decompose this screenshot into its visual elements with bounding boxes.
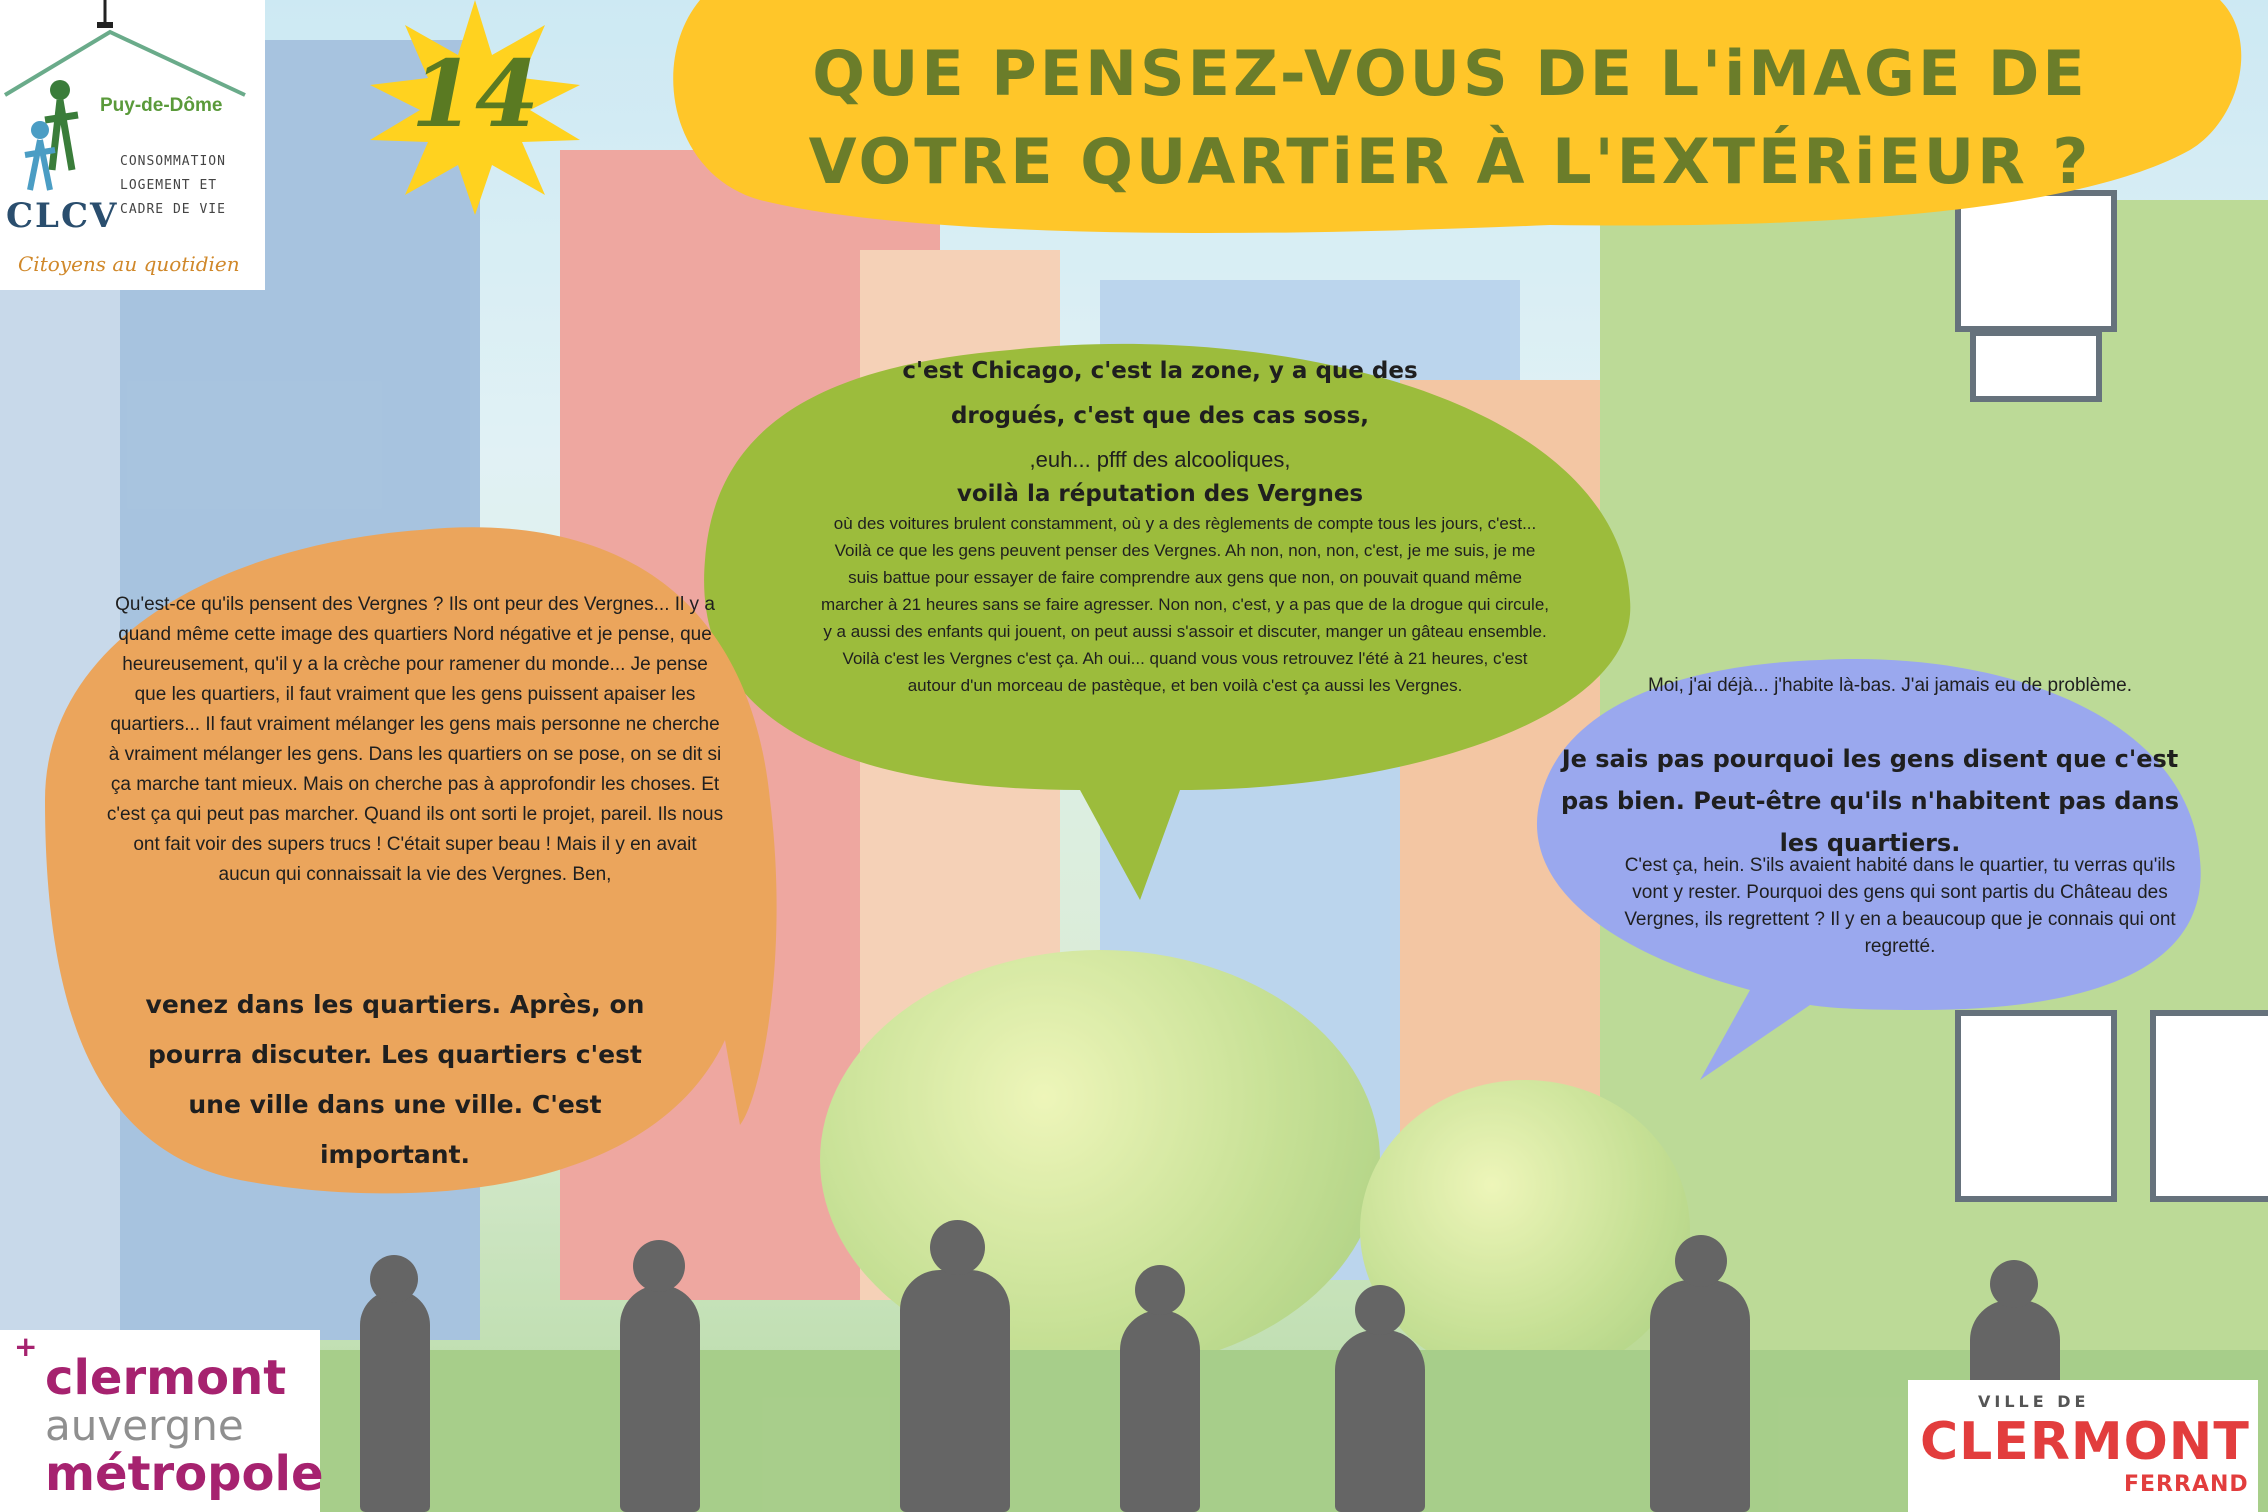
- logo-cam-line1: clermont: [45, 1350, 287, 1406]
- orange-bubble-bold: venez dans les quartiers. Après, on pourra discuter. Les quartiers c'est une ville dans une ville. C'est important.: [145, 990, 645, 1169]
- clermont-auvergne-metropole-logo: [0, 1330, 324, 1512]
- logo-line: CADRE DE VIE: [120, 202, 226, 217]
- logo-line: CONSOMMATION: [120, 154, 226, 169]
- ville-de-clermont-ferrand-logo: [1908, 1380, 2258, 1512]
- plus-icon: +: [14, 1330, 38, 1363]
- logo-tagline: Citoyens au quotidien: [18, 252, 240, 276]
- logo-lines: [120, 150, 226, 222]
- logo-line: LOGEMENT ET: [120, 178, 218, 193]
- clcv-logo: [0, 0, 265, 290]
- blue-bubble-small-1: Moi, j'ai déjà... j'habite là-bas. J'ai jamais eu de problème.: [1647, 675, 2133, 696]
- green-bubble-bold-1: c'est Chicago, c'est la zone, y a que des: [902, 358, 1418, 384]
- logo-acronym: CLCV: [6, 196, 119, 236]
- question-number: 14: [410, 40, 540, 148]
- logo-cam-line3: métropole: [45, 1446, 324, 1502]
- green-bubble-small-1: ,euh... pfff des alcooliques,: [1029, 447, 1291, 472]
- house-roof-icon: [0, 0, 265, 290]
- green-bubble-body: où des voitures brulent constamment, où y a des règlements de compte tous les jours, c'est... Voilà ce que les gens peuvent penser des Vergnes. Ah non, non, non, c'est, je me suis, je me suis battue pour essayer de faire comprendre aux gens que non, on pouvait quand même marcher à 21 heures sans se faire agresser. Non non, c'est, y a pas que de la drogue qui circule, y a aussi des enfants qui jouent, on peut aussi s'assoir et discuter, manger un gâteau ensemble. Voilà c'est les Vergnes c'est ça. Ah oui... quand vous vous retrouvez l'été à 21 heures, c'est autour d'un morceau de pastèque, et ben voilà c'est ça aussi les Vergnes.: [820, 514, 1550, 695]
- logo-cam-line2: auvergne: [45, 1401, 244, 1450]
- blue-bubble-bold: Je sais pas pourquoi les gens disent que c'est pas bien. Peut-être qu'ils n'habitent pas dans les quartiers.: [1560, 745, 2180, 857]
- orange-bubble-body: Qu'est-ce qu'ils pensent des Vergnes ? Ils ont peur des Vergnes... Il y a quand même cette image des quartiers Nord négative et je pense, que heureusement, qu'il y a la crèche pour ramener du monde... Je pense que les quartiers, il faut vraiment que les gens puissent apaiser les quartiers... Il faut vraiment mélanger les gens mais personne ne cherche à vraiment mélanger les gens. Dans les quartiers on se pose, on se dit si ça marche tant mieux. Mais on cherche pas à approfondir les choses. Et c'est ça qui peut pas marcher. Quand ils ont sorti le projet, pareil. Ils nous ont fait voir des supers trucs ! C'était super beau ! Mais il y en avait aucun qui connaissait la vie des Vergnes. Ben,: [106, 594, 724, 885]
- logo-cf-top: VILLE DE: [1978, 1392, 2090, 1411]
- green-bubble-bold-3: voilà la réputation des Vergnes: [956, 481, 1364, 507]
- green-bubble-bold-2: drogués, c'est que des cas soss,: [950, 403, 1370, 429]
- logo-region: Puy-de-Dôme: [100, 95, 223, 116]
- blue-bubble-small-2: C'est ça, hein. S'ils avaient habité dans le quartier, tu verras qu'ils vont y rester. Pourquoi des gens qui sont partis du Château des Vergnes, ils regrettent ? Il y en a beaucoup que je connais qui ont regretté.: [1624, 855, 2176, 957]
- page-title: QUE PENSEZ-VOUS DE L'iMAGE DE VOTRE QUARTiER À L'EXTÉRiEUR ?: [808, 37, 2092, 198]
- logo-cf-sub: FERRAND: [2124, 1472, 2249, 1497]
- logo-cf-main: CLERMONT: [1920, 1412, 2250, 1472]
